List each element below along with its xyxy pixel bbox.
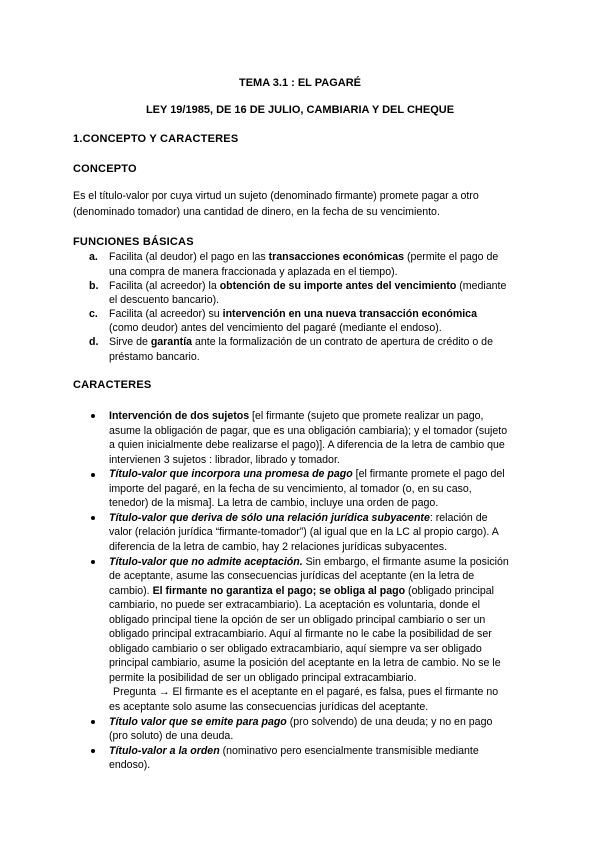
caracter-4-line-11: es aceptante solo asume las consecuencias jurídicas del aceptante. <box>109 701 429 713</box>
bullet-icon <box>91 720 95 724</box>
funcion-b-line-1: Facilita (al acreedor) la obtención de su importe antes del vencimiento (mediante <box>109 280 507 292</box>
caracter-1-line-2: asume la obligación de pagar, que es una obligación cambiaria); y el tomador (sujeto <box>109 425 508 437</box>
caracter-2-line-3: tenedor) de la misma]. La letra de cambio, incluye una orden de pago. <box>109 497 439 509</box>
caracter-3-line-1: Título-valor que deriva de sólo una relación jurídica subyacente: relación de <box>109 512 488 524</box>
bullet-icon <box>91 516 95 520</box>
caracter-3-line-3: diferencia de la letra de cambio, hay 2 relaciones jurídicas subyacentes. <box>109 541 448 553</box>
concepto-line-2: (denominado tomador) una cantidad de dinero, en la fecha de su vencimiento. <box>73 206 440 218</box>
funcion-a-line-2: una compra de manera fraccionada y aplazada en el tiempo). <box>109 266 398 278</box>
caracter-4-line-7: obligado cambiario o ser obligado extracambiario, aquí siempre va ser obligado <box>109 643 482 655</box>
funcion-letter-d: d. <box>89 336 99 348</box>
page-subtitle: LEY 19/1985, DE 16 DE JULIO, CAMBIARIA Y DEL CHEQUE <box>145 104 455 116</box>
caracter-4-line-4: cambiario, no puede ser extracambiario). La aceptación es voluntaria, donde el <box>109 599 480 611</box>
section-heading: 1.CONCEPTO Y CARACTERES <box>73 133 239 145</box>
funcion-letter-a: a. <box>89 251 98 263</box>
caracter-5-line-2: (pro soluto) de una deuda. <box>109 730 234 742</box>
funcion-letter-b: b. <box>89 280 99 292</box>
caracter-4-line-9: permite la posibilidad de ser un obligado principal extracambiario. <box>109 672 417 684</box>
page-title: TEMA 3.1 : EL PAGARÉ <box>238 77 362 89</box>
funcion-c-line-2: (como deudor) antes del vencimiento del pagaré (mediante el endoso). <box>109 322 442 334</box>
caracter-1-line-1: Intervención de dos sujetos [el firmante (sujeto que promete realizar un pago, <box>109 410 484 422</box>
caracter-4-line-3: cambio). El firmante no garantiza el pago; se obliga al pago (obligado principal <box>109 585 495 597</box>
caracter-5-line-1: Título valor que se emite para pago (pro solvendo) de una deuda; y no en pago <box>109 716 493 728</box>
funcion-a-line-1: Facilita (al deudor) el pago en las transacciones económicas (permite el pago de <box>109 251 499 263</box>
bullet-icon <box>91 473 95 477</box>
caracter-1-line-4: intervienen 3 sujetos : librador, librado y tomador. <box>109 454 340 466</box>
caracter-4-line-1: Título-valor que no admite aceptación. Sin embargo, el firmante asume la posición <box>109 556 509 568</box>
concepto-heading: CONCEPTO <box>73 163 137 175</box>
caracter-4-line-5: obligado principal tiene la opción de ser un obligado principal cambiario o ser un <box>109 614 486 626</box>
concepto-line-1: Es el título-valor por cuya virtud un sujeto (denominado firmante) promete pagar a otro <box>73 190 479 202</box>
funcion-b-line-2: el descuento bancario). <box>109 294 220 306</box>
funcion-d-line-2: préstamo bancario. <box>109 351 200 363</box>
caracter-1-line-3: a quien inicialmente debe realizarse el pago)]. A diferencia de la letra de cambio que <box>109 439 505 451</box>
caracter-3-line-2: valor (relación jurídica “firmante-tomador”) (al igual que en la LC al propio cargo). A <box>109 526 499 538</box>
caracter-4-line-2: de aceptante, asume las consecuencias jurídicas del aceptante (en la letra de <box>109 570 475 582</box>
funcion-d-line-1: Sirve de garantía ante la formalización de un contrato de apertura de crédito o de <box>109 336 493 348</box>
caracteres-heading: CARACTERES <box>73 379 152 391</box>
funcion-c-line-1: Facilita (al acreedor) su intervención en una nueva transacción económica <box>109 308 477 320</box>
funcion-letter-c: c. <box>89 308 98 320</box>
bullet-icon <box>91 749 95 753</box>
caracter-4-line-8: principal cambiario, asume la posición del aceptante en la letra de cambio. No se le <box>109 657 501 669</box>
caracter-2-line-1: Título-valor que incorpora una promesa de pago [el firmante promete el pago del <box>109 468 505 480</box>
caracter-6-line-1: Título-valor a la orden (nominativo pero esencialmente transmisible mediante <box>109 745 479 757</box>
caracter-6-line-2: endoso). <box>109 759 151 771</box>
caracter-4-line-10: Pregunta → El firmante es el aceptante en el pagaré, es falsa, pues el firmante no <box>113 686 499 698</box>
caracter-4-line-6: obligado principal extracambiario. Aquí al firmante no le cabe la posibilidad de ser <box>109 628 492 640</box>
bullet-icon <box>91 560 95 564</box>
bullet-icon <box>91 414 95 418</box>
caracter-2-line-2: importe del pagaré, en la fecha de su vencimiento, al tomador (o, en su caso, <box>109 483 472 495</box>
funciones-heading: FUNCIONES BÁSICAS <box>73 236 194 248</box>
